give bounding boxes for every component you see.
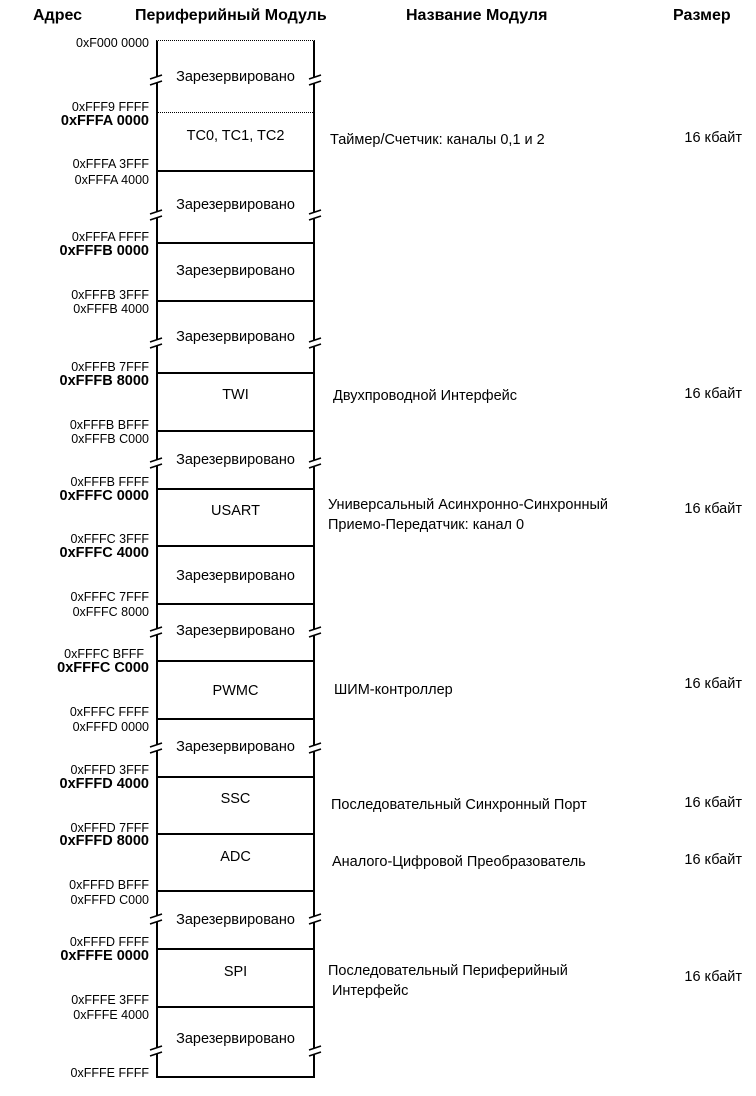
module-size: 16 кбайт (684, 969, 742, 985)
block-label: Зарезервировано (176, 197, 295, 213)
end-address: 0xFFFA 3FFF (72, 157, 149, 171)
end-address: 0xFFFD FFFF (69, 935, 149, 949)
end-address: 0xFFFB FFFF (70, 475, 149, 489)
block-label: PWMC (212, 683, 259, 699)
start-address: 0xFFFD 8000 (59, 833, 149, 849)
memory-block-reserved (156, 300, 315, 372)
block-label: Зарезервировано (176, 568, 295, 584)
header-size: Размер (673, 7, 731, 24)
start-address: 0xF000 0000 (76, 36, 149, 50)
start-address: 0xFFFC C000 (57, 660, 149, 676)
memory-block-reserved (156, 40, 315, 113)
memory-block-reserved (156, 890, 315, 948)
memory-block-spi (156, 948, 315, 1006)
module-description-line-1: Универсальный Асинхронно-Синхронный (328, 497, 609, 513)
memory-block-reserved (156, 603, 315, 660)
block-label: Зарезервировано (176, 623, 295, 639)
block-label: Зарезервировано (176, 263, 295, 279)
block-label: Зарезервировано (176, 452, 295, 468)
module-description-line-2: Приемо-Передатчик: канал 0 (328, 517, 525, 533)
memory-block-reserved (156, 170, 315, 242)
end-address: 0xFFFB 3FFF (71, 288, 149, 302)
end-address: 0xFFF9 FFFF (71, 100, 149, 114)
module-size: 16 кбайт (684, 386, 742, 402)
start-address: 0xFFFE 0000 (60, 948, 149, 964)
block-label: Зарезервировано (176, 912, 295, 928)
memory-block-ssc (156, 776, 315, 833)
start-address: 0xFFFC 4000 (59, 545, 149, 561)
header-peripheral: Периферийный Модуль (135, 7, 327, 24)
memory-block-reserved (156, 242, 315, 300)
end-address: 0xFFFC 7FFF (70, 590, 149, 604)
end-address: 0xFFFA FFFF (71, 230, 149, 244)
block-label: SPI (223, 964, 248, 980)
block-label: TWI (222, 387, 249, 403)
memory-block-reserved (156, 430, 315, 488)
start-address: 0xFFFC 0000 (59, 488, 149, 504)
module-description-line-2: Интерфейс (332, 983, 409, 999)
start-address: 0xFFFD 4000 (59, 776, 149, 792)
block-label: Зарезервировано (176, 1031, 295, 1047)
module-description: Аналого-Цифровой Преобразователь (332, 854, 586, 870)
end-address: 0xFFFD BFFF (69, 878, 149, 892)
block-label: ADC (220, 849, 251, 865)
start-address: 0xFFFB 4000 (73, 302, 149, 316)
start-address: 0xFFFA 4000 (74, 173, 149, 187)
start-address: 0xFFFA 0000 (60, 113, 149, 129)
module-size: 16 кбайт (684, 852, 742, 868)
header-module-name: Название Модуля (406, 7, 548, 24)
block-label: USART (211, 503, 260, 519)
start-address: 0xFFFB C000 (71, 432, 149, 446)
module-size: 16 кбайт (684, 130, 742, 146)
end-address: 0xFFFC 3FFF (70, 532, 149, 546)
end-address: 0xFFFC FFFF (69, 705, 149, 719)
block-label: Зарезервировано (176, 329, 295, 345)
start-address: 0xFFFE 4000 (73, 1008, 149, 1022)
memory-block-reserved (156, 1006, 315, 1078)
memory-block-twi (156, 372, 315, 430)
module-description: Последовательный Синхронный Порт (331, 797, 587, 813)
start-address: 0xFFFB 8000 (59, 373, 149, 389)
memory-block-reserved (156, 545, 315, 603)
block-label: Зарезервировано (176, 69, 295, 85)
start-address: 0xFFFD 0000 (72, 720, 149, 734)
module-description: ШИМ-контроллер (334, 682, 453, 698)
module-description-line-1: Последовательный Периферийный (328, 963, 568, 979)
module-size: 16 кбайт (684, 501, 742, 517)
end-address: 0xFFFB 7FFF (71, 360, 149, 374)
end-address: 0xFFFE FFFF (70, 1066, 149, 1080)
end-address: 0xFFFD 7FFF (70, 821, 149, 835)
memory-block-adc (156, 833, 315, 890)
module-description: Таймер/Счетчик: каналы 0,1 и 2 (330, 132, 545, 148)
memory-block-usart (156, 488, 315, 545)
memory-block-pwmc (156, 660, 315, 718)
start-address: 0xFFFD C000 (70, 893, 149, 907)
end-address: 0xFFFE 3FFF (71, 993, 149, 1007)
block-label: Зарезервировано (176, 739, 295, 755)
module-description: Двухпроводной Интерфейс (333, 388, 518, 404)
block-label: SSC (220, 791, 251, 807)
start-address: 0xFFFB 0000 (59, 243, 149, 259)
module-size: 16 кбайт (684, 676, 742, 692)
header-address: Адрес (33, 7, 83, 24)
end-address: 0xFFFD 3FFF (70, 763, 149, 777)
start-address: 0xFFFC 8000 (72, 605, 149, 619)
memory-block-tc (156, 112, 315, 170)
end-address: 0xFFFC BFFF (64, 647, 144, 661)
module-size: 16 кбайт (684, 795, 742, 811)
end-address: 0xFFFB BFFF (69, 418, 149, 432)
memory-block-reserved (156, 718, 315, 776)
block-label: TC0, TC1, TC2 (186, 128, 285, 144)
